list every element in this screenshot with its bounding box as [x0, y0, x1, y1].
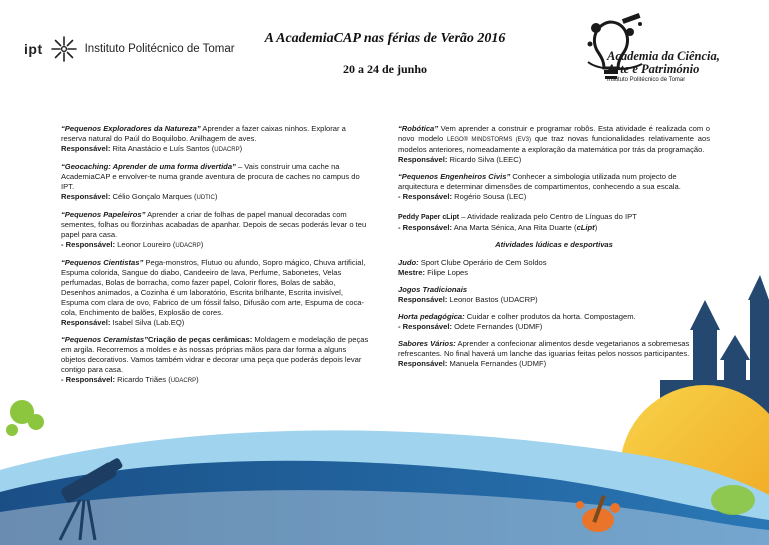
activity-description: Sport Clube Operário de Cem Soldos — [418, 258, 547, 267]
responsible-label: Responsável: — [61, 192, 111, 201]
responsible-name: Leonor Bastos (UDACRP) — [447, 295, 538, 304]
activity-papeleiros — [61, 210, 371, 251]
activity-description: Cuidar e colher produtos da horta. Compostagem. — [464, 312, 636, 321]
activity-sabores — [398, 339, 710, 369]
activity-title: “Pequenos Exploradores da Natureza” — [61, 124, 201, 133]
activity-description-cont: que traz novas funcionalidades relativamente aos modelos anteriores, nomeadamente a exploração da matemática por trás da programação. — [398, 134, 711, 154]
responsible-label: Responsável: — [398, 155, 448, 164]
activity-geocaching — [61, 162, 371, 203]
academia-line-3: Instituto Politécnico de Tomar — [607, 77, 686, 83]
sun-shape — [620, 385, 769, 545]
responsible-label: Responsável: — [61, 144, 111, 153]
responsible-name: Odete Fernandes (UDMF) — [452, 322, 543, 331]
activity-description: Conhecer a simbologia utilizada num projecto de arquitectura e determinar dimensões de compartimentos, conhecendo a sua escala. — [398, 172, 681, 191]
activity-engenheiros — [398, 172, 710, 202]
responsible-label: Responsável: — [398, 295, 448, 304]
activity-description: Moldagem e modelação de peças em argila. Recorremos a moldes e às nossas próprias mãos para dar forma a alguns objetos decorativos. Vamos também vidrar e decorar uma peça que poderás depois levar contigo para casa. — [61, 335, 369, 374]
responsible-label: - Responsável: — [398, 192, 453, 201]
event-dates: 20 a 24 de junho — [342, 62, 428, 76]
left-column — [61, 124, 371, 393]
responsible-name: Ana Marta Sénica, Ana Rita Duarte ( — [452, 223, 577, 232]
activity-title: Horta pedagógica: — [398, 312, 465, 321]
responsible-unit: UDACRP — [214, 147, 240, 153]
activity-description: Aprender a confecionar alimentos desde vegetarianos a sobremesas refrescantes. No final haverá um lanche das iguarias feitas pelos nossos participantes. — [398, 339, 690, 358]
ipt-star-icon — [49, 34, 79, 64]
mestre-name: Filipe Lopes — [425, 268, 469, 277]
activity-description: Aprender a fazer caixas ninhos. Explorar a reserva natural do Paúl do Boquilobo. Anilhagem de aves. — [61, 124, 346, 143]
responsible-name: Leonor Loureiro ( — [115, 240, 176, 249]
activity-title: Jogos Tradicionais — [398, 285, 468, 294]
activity-exploradores — [61, 124, 371, 155]
lego-model: LEGO® MINDSTORMS (EV3) — [446, 137, 532, 143]
responsible-label: Responsável: — [61, 318, 111, 327]
responsible-end: ) — [214, 192, 218, 201]
activity-judo — [398, 258, 710, 278]
responsible-label: - Responsável: — [398, 322, 453, 331]
activity-title: “Pequenos Engenheiros Civis” — [398, 172, 511, 181]
activity-title: “Pequenos Ceramistas” — [61, 335, 148, 344]
activity-jogos — [398, 285, 710, 305]
responsible-name: Célio Gonçalo Marques ( — [110, 192, 197, 201]
responsible-name: Isabel Silva (Lab.EQ) — [110, 318, 185, 327]
responsible-name: Ricardo Silva (LEEC) — [447, 155, 522, 164]
activity-title: “Geocaching: Aprender de uma forma divertida” — [61, 162, 236, 171]
responsible-label: Responsável: — [398, 359, 448, 368]
responsible-end: ) — [196, 375, 199, 384]
activity-title: “Pequenos Papeleiros” — [61, 210, 146, 219]
activity-horta — [398, 312, 710, 332]
academia-line-2: Arte e Património — [607, 62, 700, 76]
responsible-name: Rita Anastácio e Luís Santos ( — [110, 144, 215, 153]
responsible-end: ) — [594, 223, 598, 232]
responsible-name: Manuela Fernandes (UDMF) — [447, 359, 547, 368]
activity-title: “Pequenos Cientistas” — [61, 258, 144, 267]
page-title: A AcademiaCAP nas férias de Verão 2016 — [264, 31, 506, 46]
right-column — [398, 124, 710, 376]
activity-description: – Atividade realizada pelo Centro de Línguas do IPT — [459, 212, 637, 221]
paint-splash — [576, 501, 620, 532]
responsible-label: - Responsável: — [398, 223, 453, 232]
responsible-unit: UDACRP — [170, 378, 197, 384]
activity-peddy-paper — [398, 212, 710, 233]
responsible-name: Rogério Sousa (LEC) — [452, 192, 527, 201]
activity-ceramistas — [61, 335, 371, 386]
responsible-unit: UDTIC — [196, 195, 215, 201]
responsible-name: Ricardo Triães ( — [115, 375, 171, 384]
ipt-institution-name: Instituto Politécnico de Tomar — [84, 43, 235, 55]
green-splash — [6, 400, 44, 436]
telescope-illustration — [60, 457, 124, 540]
responsible-unit: UDACRP — [175, 243, 201, 249]
responsible-label: - Responsável: — [61, 240, 116, 249]
activity-title: Sabores Vários: — [398, 339, 456, 348]
activity-description: – Vais construir uma cache na AcademiaCAP e envolver-te numa grande aventura de procura de caches no campus do IPT. — [61, 162, 360, 191]
responsible-label: - Responsável: — [61, 375, 116, 384]
activity-description: Aprender a criar de folhas de papel manual decoradas com sementes, folhas ou florzinhas acabadas de apanhar. Depois de secas poderás levar o teu papel para casa. — [61, 210, 367, 239]
activity-subtitle: Criação de peças cerâmicas: — [147, 335, 253, 344]
mestre-label: Mestre: — [398, 268, 426, 277]
section-heading-ludicas: Atividades lúdicas e desportivas — [495, 240, 613, 249]
ipt-logo — [24, 34, 235, 64]
activity-robotica — [398, 124, 710, 165]
activity-description: Pega-monstros, Flutuo ou afundo, Sopro mágico, Chuva artificial, Espuma colorida, Sangue do diabo, Candeeiro de lava, Perfume, Sabonetes, Velas perfumadas, Bolas de borracha, como fazer papel, Colorir flores, Bolas de sabão, Desenhos animados, a Cozinha é um laboratório, Escrita brilhante, Escrita invisível, Espuma com clara de ovo, Fabrico de um fóssil falso, Difusão com arte, Espuma de coca-cola, Enchimento de balões, Explosão de cores. — [61, 258, 366, 317]
responsible-end: ) — [200, 240, 204, 249]
activity-title: Judo: — [398, 258, 419, 267]
activity-title: Peddy Paper cLipt — [398, 214, 460, 221]
activity-title: “Robótica” — [398, 124, 439, 133]
responsible-end: ) — [239, 144, 243, 153]
activity-cientistas — [61, 258, 371, 328]
academia-logo-text — [607, 50, 757, 84]
activity-description: Vem aprender a construir e programar robôs. Esta atividade é realizada com o novo modelo — [398, 124, 710, 143]
responsible-unit: cLipt — [576, 223, 595, 232]
ipt-abbreviation: ipt — [24, 41, 43, 57]
academia-line-1: Academia da Ciência, — [607, 49, 720, 63]
